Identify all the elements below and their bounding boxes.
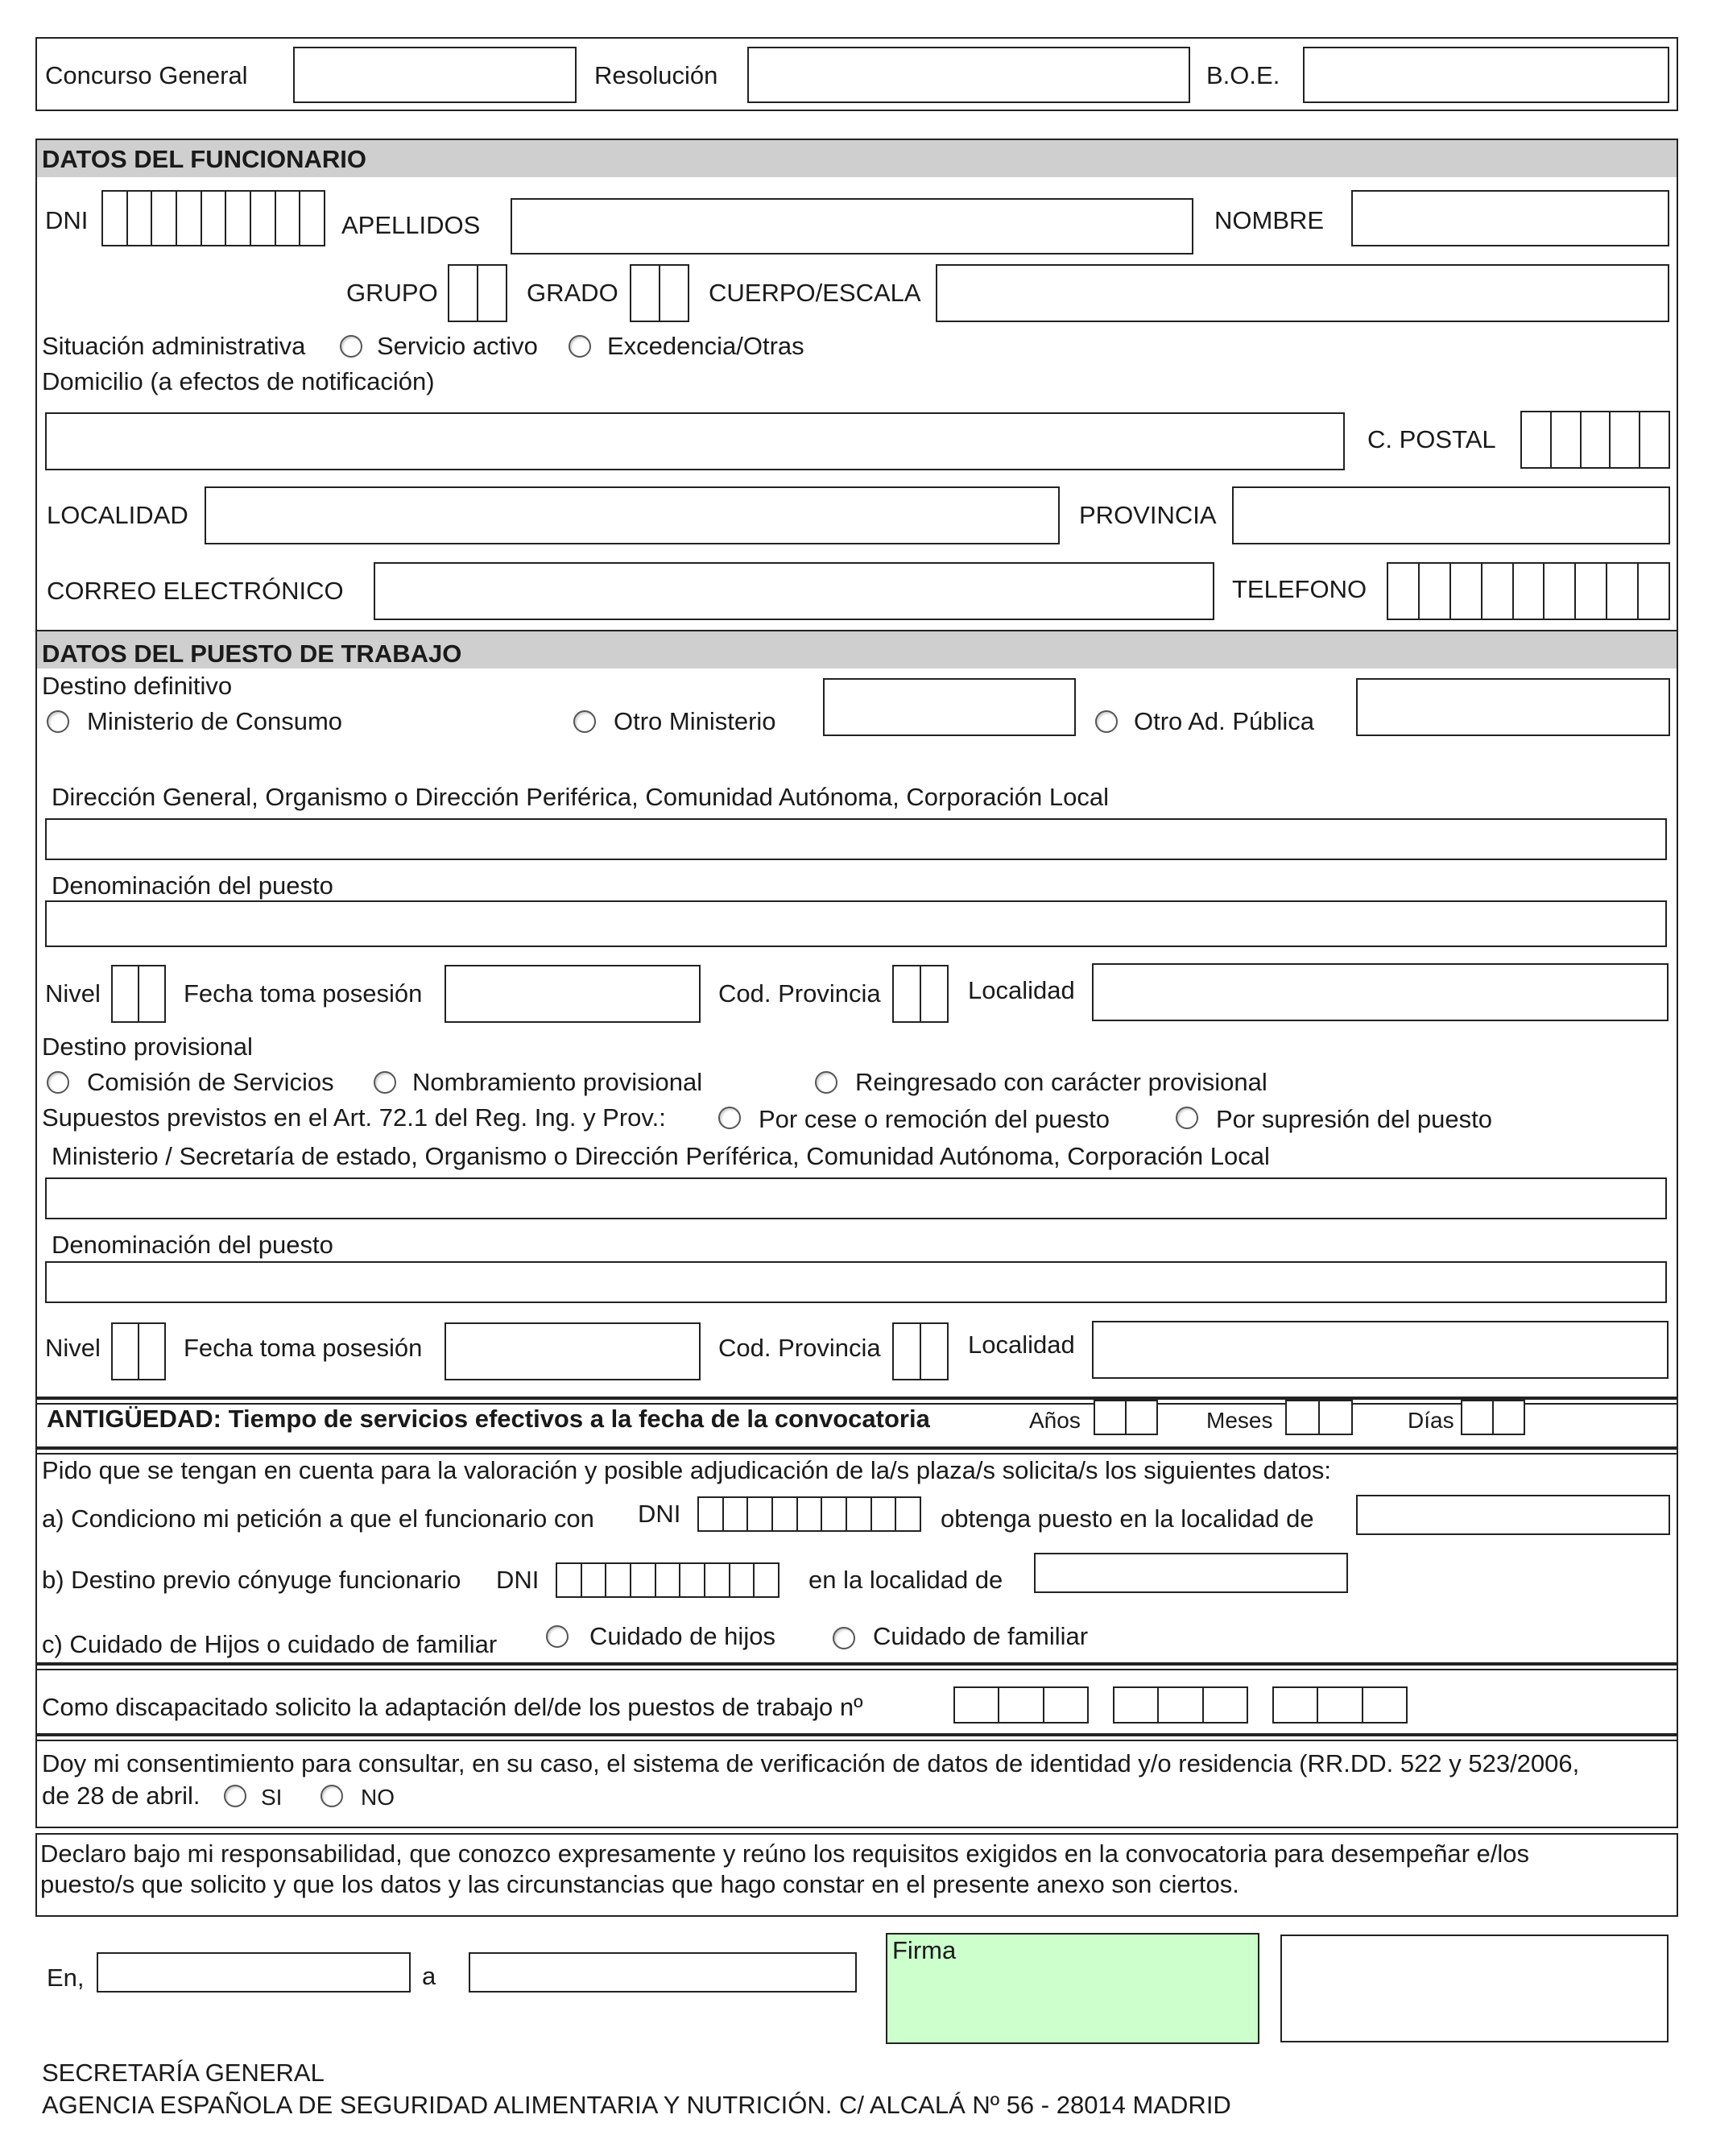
codprov-label: Cod. Provincia [718,979,881,1008]
cuerpo-input[interactable] [936,264,1669,322]
sello-box[interactable] [1280,1935,1669,2042]
consentimiento-si-label: SI [261,1785,283,1810]
localidad-puesto-label: Localidad [968,976,1075,1004]
ministerio-organismo-label: Ministerio / Secretaría de estado, Organismo o Dirección Períférica, Comunidad Autónoma, Corporación Local [52,1142,1270,1170]
otro-ministerio-radio[interactable] [573,710,596,733]
direccion-label: Dirección General, Organismo o Dirección Periférica, Comunidad Autónoma, Corporación Local [52,783,1109,811]
nivel2-label: Nivel [45,1334,101,1362]
localidad-input[interactable] [205,486,1060,544]
servicio-activo-label: Servicio activo [377,332,538,360]
ministerio-consumo-radio[interactable] [47,710,69,733]
nombre-label: NOMBRE [1214,206,1325,234]
anos-cells[interactable] [1094,1400,1158,1435]
cpostal-label: C. POSTAL [1367,425,1496,453]
peticion-a-dni-cells[interactable] [697,1496,921,1532]
peticion-b-tail: en la localidad de [808,1566,1003,1594]
resolucion-input[interactable] [747,47,1190,103]
nivel-cells[interactable] [111,965,166,1023]
domicilio-label: Domicilio (a efectos de notificación) [42,367,435,395]
a-label: a [422,1962,436,1990]
declaracion-line2: puesto/s que solicito y que los datos y las circunstancias que hago constar en el presente anexo son ciertos. [40,1870,1239,1898]
provincia-input[interactable] [1232,486,1670,544]
dias-cells[interactable] [1461,1400,1525,1435]
peticion-a-dni-label: DNI [638,1500,681,1528]
dias-label: Días [1408,1408,1454,1433]
comision-servicios-radio[interactable] [47,1071,69,1094]
en-label: En, [47,1964,85,1992]
dni-cells[interactable] [101,190,325,246]
cuidado-hijos-radio[interactable] [546,1625,569,1648]
discapacidad-label: Como discapacitado solicito la adaptación del/de los puestos de trabajo nº [42,1693,863,1721]
fecha2-label: Fecha toma posesión [184,1334,423,1362]
declaracion-line1: Declaro bajo mi responsabilidad, que conozco expresamente y reúno los requisitos exigidos en la convocatoria para desempeñar e/los [40,1839,1530,1868]
otro-ministerio-input[interactable] [823,678,1076,736]
supresion-puesto-radio[interactable] [1176,1107,1198,1129]
otra-ad-publica-label: Otro Ad. Pública [1134,707,1315,735]
fecha-firma-input[interactable] [469,1952,857,1993]
grado-label: GRADO [527,279,618,307]
codprov2-label: Cod. Provincia [718,1334,881,1362]
ministerio-organismo-input[interactable] [45,1177,1667,1219]
denominacion-input[interactable] [45,900,1667,947]
correo-input[interactable] [374,562,1214,620]
comision-servicios-label: Comisión de Servicios [87,1068,334,1096]
excedencia-label: Excedencia/Otras [607,332,804,360]
anos-label: Años [1029,1408,1081,1433]
localidad-label: LOCALIDAD [47,501,188,529]
servicio-activo-radio[interactable] [340,335,362,358]
boe-label: B.O.E. [1206,61,1280,89]
otro-ministerio-label: Otro Ministerio [614,707,776,735]
destino-definitivo-label: Destino definitivo [42,672,233,700]
localidad2-input[interactable] [1092,1321,1669,1379]
meses-label: Meses [1206,1408,1273,1433]
peticion-b-dni-label: DNI [496,1566,540,1594]
firma-label: Firma [892,1936,957,1964]
correo-label: CORREO ELECTRÓNICO [47,577,344,605]
otra-ad-publica-radio[interactable] [1095,710,1118,733]
nivel2-cells[interactable] [111,1322,166,1380]
consentimiento-inner-top [35,1740,1678,1741]
concurso-input[interactable] [293,47,577,103]
en-lugar-input[interactable] [97,1952,411,1993]
consentimiento-line2: de 28 de abril. [42,1781,201,1810]
puesto-section-title: DATOS DEL PUESTO DE TRABAJO [42,639,462,668]
situacion-label: Situación administrativa [42,332,306,360]
peticion-b-dni-cells[interactable] [556,1562,779,1598]
funcionario-section-title: DATOS DEL FUNCIONARIO [42,145,367,173]
peticion-c-label: c) Cuidado de Hijos o cuidado de familiar [42,1630,498,1658]
grado-cells[interactable] [630,264,689,322]
cuidado-familiar-radio[interactable] [833,1627,855,1649]
fecha-label: Fecha toma posesión [184,979,423,1008]
localidad-puesto-input[interactable] [1092,963,1669,1021]
apellidos-label: APELLIDOS [341,211,481,239]
footer-line1: SECRETARÍA GENERAL [42,2059,325,2087]
cpostal-cells[interactable] [1520,411,1670,469]
otra-ad-publica-input[interactable] [1356,678,1670,736]
nombramiento-provisional-label: Nombramiento provisional [412,1068,703,1096]
peticion-a-tail: obtenga puesto en la localidad de [941,1504,1314,1533]
reingresado-radio[interactable] [815,1071,837,1094]
puesto-num-2-cells[interactable] [1113,1686,1248,1724]
cese-remocion-label: Por cese o remoción del puesto [759,1105,1110,1133]
consentimiento-line1: Doy mi consentimiento para consultar, en su caso, el sistema de verificación de datos de identidad y/o residencia (RR.DD. 522 y 523/2006, [42,1749,1580,1777]
footer-line2: AGENCIA ESPAÑOLA DE SEGURIDAD ALIMENTARIA Y NUTRICIÓN. C/ ALCALÁ Nº 56 - 28014 MADRID [42,2091,1231,2119]
peticion-a-label: a) Condiciono mi petición a que el funcionario con [42,1504,594,1533]
peticion-b-localidad-input[interactable] [1034,1553,1348,1593]
discapacidad-inner-top [35,1669,1678,1670]
apellidos-input[interactable] [511,198,1193,254]
puesto-num-3-cells[interactable] [1272,1686,1408,1724]
excedencia-radio[interactable] [569,335,591,358]
denominacion-label: Denominación del puesto [52,871,333,900]
peticion-inner-top [35,1453,1678,1455]
antiguedad-title: ANTIGÜEDAD: Tiempo de servicios efectivos a la fecha de la convocatoria [47,1405,930,1433]
nombramiento-provisional-radio[interactable] [374,1071,396,1094]
denominacion2-label: Denominación del puesto [52,1231,333,1259]
direccion-input[interactable] [45,818,1667,860]
fecha2-input[interactable] [445,1322,701,1380]
resolucion-label: Resolución [594,61,718,89]
consentimiento-no-label: NO [361,1785,395,1810]
denominacion2-input[interactable] [45,1261,1667,1303]
telefono-label: TELEFONO [1232,575,1367,603]
peticion-intro: Pido que se tengan en cuenta para la valoración y posible adjudicación de la/s plaza/s solicita/s los siguientes datos: [42,1456,1331,1484]
cuerpo-label: CUERPO/ESCALA [709,279,921,307]
localidad2-label: Localidad [968,1330,1075,1359]
dni-label: DNI [45,206,89,234]
domicilio-input[interactable] [45,412,1345,470]
puesto-num-1-cells[interactable] [953,1686,1089,1724]
codprov2-cells[interactable] [892,1322,949,1380]
cese-remocion-radio[interactable] [718,1107,741,1129]
cuidado-hijos-label: Cuidado de hijos [589,1622,775,1650]
destino-provisional-label: Destino provisional [42,1032,253,1061]
grupo-label: GRUPO [346,279,438,307]
boe-input[interactable] [1303,47,1669,103]
firma-box[interactable] [886,1933,1259,2044]
nivel-label: Nivel [45,979,101,1008]
meses-cells[interactable] [1285,1400,1353,1435]
ministerio-consumo-label: Ministerio de Consumo [87,707,343,735]
cuidado-familiar-label: Cuidado de familiar [873,1622,1089,1650]
codprov-cells[interactable] [892,965,949,1023]
nombre-input[interactable] [1351,190,1669,246]
supresion-puesto-label: Por supresión del puesto [1216,1105,1492,1133]
peticion-b-label: b) Destino previo cónyuge funcionario [42,1566,461,1594]
supuestos-label: Supuestos previstos en el Art. 72.1 del Reg. Ing. y Prov.: [42,1103,666,1132]
peticion-a-localidad-input[interactable] [1356,1495,1670,1535]
telefono-cells[interactable] [1387,562,1670,620]
fecha-input[interactable] [445,965,701,1023]
concurso-label: Concurso General [45,61,248,89]
consentimiento-si-radio[interactable] [224,1785,246,1807]
provincia-label: PROVINCIA [1079,501,1217,529]
grupo-cells[interactable] [448,264,507,322]
reingresado-label: Reingresado con carácter provisional [855,1068,1267,1096]
consentimiento-no-radio[interactable] [320,1785,343,1807]
